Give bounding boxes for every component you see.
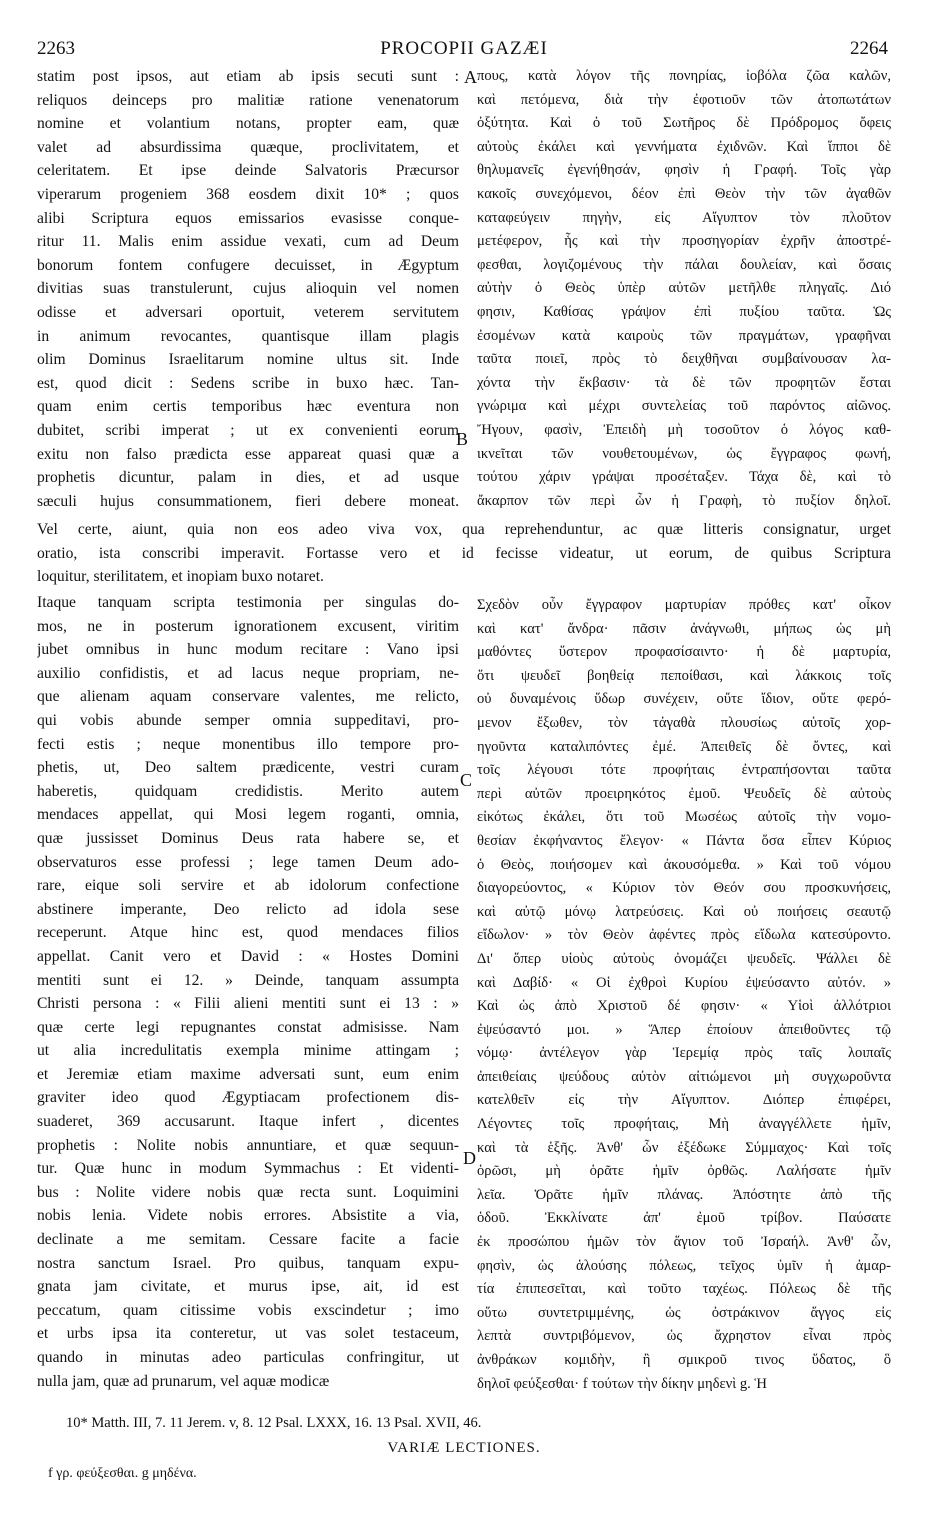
text-line: suaderet, 369 accusarunt. Itaque infert , dicentes	[37, 1113, 459, 1131]
text-line: nomine et volantium notans, propter eam, quæ	[37, 115, 459, 133]
text-line: λεῖα. Ὁρᾶτε ἡμῖν πλάνας. Ἀπόστητε ἀπὸ τῆς	[477, 1186, 891, 1203]
text-line: νόμῳ· ἀντέλεγον γὰρ Ἱερεμίᾳ πρὸς ταῖς λοιπαῖς	[477, 1045, 891, 1062]
text-line: καὶ πετόμενα, διὰ τὴν ἐφοτιοῦν τῶν ἀτοπωτάτων	[477, 91, 891, 108]
text-line: mos, ne in posterum ignorationem excusent, viritim	[37, 617, 459, 635]
text-line: declinate a me semitam. Cessare facite a facie	[37, 1231, 459, 1249]
greek-column-top	[477, 65, 891, 513]
running-title: PROCOPII GAZÆI	[380, 38, 548, 59]
text-line: ἀνθράκων κομιδὴν, ἢ σμικροῦ τινος ὕδατος, ὃ	[477, 1352, 891, 1368]
text-line: αὐτοὺς ἐκάλει καὶ γεννήματα ἐχιδνῶν. Καὶ ἵπποι δὲ	[477, 138, 891, 155]
margin-marker-c: C	[460, 770, 473, 790]
text-line: Σχεδὸν οὖν ἔγγραφον μαρτυρίαν πρόθες κατ' οἶκον	[477, 597, 891, 613]
text-line: καὶ κατ' ἄνδρα· πᾶσιν ἀνάγνωθι, μήπως ὡς μὴ	[477, 620, 891, 637]
page-number-right: 2264	[850, 38, 888, 59]
text-line: Vel certe, aiunt, quia non eos adeo viva vox, qua reprehenduntur, ac quæ litteris consignatur, urget	[37, 521, 891, 538]
text-line: κακοῖς συνεχόμενοι, δέον ἐπὶ Θεὸν τὴν τῶν ἀγαθῶν	[477, 185, 891, 202]
text-line: prophetis : Nolite nobis annuntiare, et quæ sequun-	[37, 1136, 459, 1154]
text-line: καταφεύγειν πηγὴν, εἰς Αἴγυπτον τὸν πλοῦτον	[477, 209, 891, 226]
footnotes: 10* Matth. III, 7. 11 Jerem. v, 8. 12 Psal. LXXX, 16. 13 Psal. XVII, 46.	[66, 1415, 482, 1431]
text-line: dubitet, scribi imperat ; ut ex convenienti eorum	[37, 421, 459, 439]
text-line: quæ certe legi repugnantes constat admisisse. Nam	[37, 1018, 459, 1036]
text-line: κατελθεῖν εἰς τὴν Αἴγυπτον. Διόπερ ἐπιφέρει,	[477, 1092, 891, 1109]
text-line: statim post ipsos, aut etiam ab ipsis secuti sunt :	[37, 68, 459, 85]
text-line: φεσθαι, λογιζομένους τὴν πάλαι δουλείαν, καὶ ὅσαις	[477, 256, 891, 273]
text-line: bonorum fontem confugere decuisset, in Ægyptum	[37, 256, 459, 274]
text-line: prophetis dicuntur, palam in dies, et ad usque	[37, 469, 459, 487]
text-line: γνώριμα καὶ μέχρι συντελείας τοῦ παρόντος αἰῶνος.	[477, 398, 891, 415]
text-line: loquitur, sterilitatem, et inopiam buxo notaret.	[37, 568, 324, 586]
text-line: περὶ αὐτῶν προειρηκότος ἐμοῦ. Ψευδεῖς δὲ αὐτοὺς	[477, 785, 891, 802]
text-line: sæculi hujus consummationem, fieri debere moneat.	[37, 492, 459, 510]
text-line: ἄκαρπον τῶν περὶ ὧν ἡ Γραφὴ, τὸ πυξίον δηλοῖ.	[477, 492, 891, 509]
text-line: quando in minutas adeo particulas confringitur, ut	[37, 1349, 459, 1366]
text-line: ταῦτα ποιεῖ, πρὸς τὸ δειχθῆναι συμβαίνουσαν λα-	[477, 351, 891, 368]
text-line: χόντα τὴν ἔκβασιν· τὰ δὲ τῶν προφητῶν ἔσται	[477, 374, 891, 391]
text-line: ὅτι ψευδεῖ βοηθείᾳ πεποίθασι, καὶ λάκκοις τοῖς	[477, 667, 891, 684]
text-line: Christi persona : « Filii alieni mentiti sunt ei 13 : »	[37, 995, 459, 1013]
text-line: est, quod dicit : Sedens scribe in buxo hæc. Tan-	[37, 374, 459, 392]
text-line: οὕτω συντετριμμένης, ὡς ὀστράκινον ἄγγος εἰς	[477, 1304, 891, 1321]
text-line: τοῖς λέγουσι τότε προφήταις ἐντραπήσονται ταῦτα	[477, 762, 891, 779]
text-line: διαγορεύοντος, « Κύριον τὸν Θεόν σου προσκυνήσεις,	[477, 880, 891, 897]
latin-column-bottom	[37, 591, 459, 1393]
text-line: mentiti sunt ei 12. » Deinde, tanquam assumpta	[37, 971, 459, 989]
text-line: καὶ Δαβίδ· « Οἱ ἐχθροὶ Κυρίου ἐψεύσαντο αὐτόν. »	[477, 974, 891, 991]
text-line: phetis, ut, Deo saltem prædicente, vestri curam	[37, 759, 459, 777]
text-line: καὶ τὰ ἑξῆς. Ἀνθ' ὧν ἐξέδωκε Σύμμαχος· Καὶ τοῖς	[477, 1139, 891, 1156]
text-line: nobis lenia. Videte nobis errores. Absistite a via,	[37, 1207, 459, 1225]
text-line: ἐψεύσαντό μοι. » Ἅπερ ἐποίουν ἀπειθοῦντες τῷ	[477, 1021, 891, 1038]
text-line: haberetis, quidquam credidistis. Merito autem	[37, 782, 459, 800]
text-line: peccatum, quam citissime vobis exscindetur ; imo	[37, 1301, 459, 1319]
text-line: quæ jussisset Dominus Deus rata habere se, et	[37, 829, 459, 847]
text-line: tur. Quæ hunc in modum Symmachus : Et videnti-	[37, 1160, 459, 1178]
text-line: exitu non falso prædicta esse appareat quasi quæ a	[37, 445, 459, 463]
text-line: πους, κατὰ λόγον τῆς πονηρίας, ἰοβόλα ζῶα καλῶν,	[477, 68, 891, 84]
text-line: et urbs ipsa ita conteretur, ut vas solet testaceum,	[37, 1325, 459, 1343]
text-line: ηγοῦντα καταλιπόντες ἐμέ. Ἀπειθεῖς δὲ ὄντες, καὶ	[477, 738, 891, 755]
text-line: ἀπειθείαις ψεύδους αὐτὸν αἰτιώμενοι μὴ συγχωροῦντα	[477, 1068, 891, 1085]
text-line: φησὶν, ὡς ἁλούσης πόλεως, τεῖχος ὑμῖν ἡ ἁμαρ-	[477, 1257, 891, 1274]
text-line: quam enim certis temporibus hæc eventura non	[37, 398, 459, 416]
text-line: abstinere imperante, Deo relicto ad idola sese	[37, 900, 459, 918]
text-line: Ἤγουν, φασὶν, Ἐπειδὴ μὴ τοσοῦτον ὁ λόγος καθ-	[477, 421, 891, 438]
text-line: ὁ Θεὸς, ποιήσομεν καὶ ἀκουσόμεθα. » Καὶ τοῦ νόμου	[477, 856, 891, 873]
text-line: λεπτὰ συντριβόμενον, ὡς ἄχρηστον εἶναι πρὸς	[477, 1328, 891, 1345]
text-line: καὶ αὐτῷ μόνῳ λατρεύσεις. Καὶ οὐ ποιήσεις σεαυτῷ	[477, 903, 891, 920]
variant-readings: f γρ. φεύξεσθαι. g μηδένα.	[48, 1466, 197, 1481]
text-line: valet ad absurdissima quæque, proclivitatem, et	[37, 138, 459, 156]
text-line: ὁδοῦ. Ἐκκλίνατε ἀπ' ἐμοῦ τρίβον. Παύσατε	[477, 1210, 891, 1227]
text-line: εἴδωλον· » τὸν Θεὸν ἀφέντες πρὸς εἴδωλα κατεσύροντο.	[477, 927, 891, 944]
text-line: ικνεῖται τῶν νουθετουμένων, ὡς ἔγγραφος φωνή,	[477, 445, 891, 462]
text-line: μαθόντες ὕστερον προφασίσαιντο· ἡ δὲ μαρτυρία,	[477, 644, 891, 661]
text-line: Itaque tanquam scripta testimonia per singulas do-	[37, 594, 459, 611]
text-line: φησιν, Καθίσας γράψον ἐπὶ πυξίου ταῦτα. Ὡς	[477, 303, 891, 320]
text-line: ὀξύτητα. Καὶ ὁ τοῦ Σωτῆρος δὲ Πρόδρομος ὄφεις	[477, 115, 891, 132]
text-line: ἐσομένων κατὰ καιροὺς τῶν πραγμάτων, γραφῆναι	[477, 327, 891, 344]
variae-lectiones-title: VARIÆ LECTIONES.	[387, 1440, 541, 1456]
latin-column-top	[37, 65, 459, 513]
margin-marker-d: D	[463, 1148, 476, 1168]
text-line: divitias suas transtulerunt, cujus alioquin vel nomen	[37, 280, 459, 298]
text-line: qui vobis abunde semper omnia suppeditavi, pro-	[37, 711, 459, 729]
margin-marker-b: B	[456, 429, 469, 449]
text-line: celeritatem. Et ipse deinde Salvatoris Præcursor	[37, 162, 459, 180]
text-line: τούτου χάριν γράψαι προσέταξεν. Τάχα δὲ, καὶ τὸ	[477, 469, 891, 486]
text-line: δηλοῖ φεύξεσθαι· f τούτων τὴν δίκην μηδενὶ g. Ἡ	[477, 1375, 767, 1392]
text-line: appellat. Canit vero et David : « Hostes Domini	[37, 947, 459, 965]
text-line: ὁρῶσι, μὴ ὁρᾶτε ἡμῖν ὀρθῶς. Λαλήσατε ἡμῖν	[477, 1163, 891, 1180]
text-line: reliquos deinceps pro malitiæ ratione venenatorum	[37, 91, 459, 109]
text-line: ἐκ προσώπου ἡμῶν τὸν ἅγιον τοῦ Ἰσραήλ. Ἀνθ' ὧν,	[477, 1234, 891, 1251]
text-line: gnata jam civitate, et murus ipse, ait, id est	[37, 1278, 459, 1296]
text-line: jubet omnibus in hunc modum recitare : Vano ipsi	[37, 641, 459, 659]
margin-marker-a: A	[464, 67, 477, 87]
text-line: Καὶ ὡς ἀπὸ Χριστοῦ δέ φησιν· « Υἱοὶ ἀλλότριοι	[477, 998, 891, 1015]
text-line: et Jeremiæ etiam maxime adversati sunt, eum enim	[37, 1065, 459, 1083]
text-line: οὐ δυναμένοις ὕδωρ συνέχειν, οὔτε ἴδιον, οὔτε φερό-	[477, 691, 891, 708]
text-line: θεσίαν ἐκφήναντος ἔλεγον· « Πάντα ὅσα εἶπεν Κύριος	[477, 832, 891, 849]
greek-column-bottom	[477, 594, 891, 1396]
text-line: μενον ἔξωθεν, τὸν τἀγαθὰ πλουσίως αὐτοῖς χορ-	[477, 714, 891, 731]
full-width-passage	[37, 518, 891, 589]
text-line: viperarum progeniem 368 eosdem dixit 10* ; quos	[37, 185, 459, 203]
text-line: αὐτὴν ὁ Θεὸς ὑπὲρ αὐτῶν μετῆλθε πληγαῖς. Διό	[477, 280, 891, 297]
text-line: olim Dominus Israelitarum nomine ultus sit. Inde	[37, 351, 459, 369]
text-line: receperunt. Atque hinc est, quod mendaces filios	[37, 924, 459, 942]
text-line: θηλυμανεῖς ἐγενήθησάν, φησὶν ἡ Γραφή. Τοῖς γὰρ	[477, 162, 891, 179]
text-line: odisse et adversari oportuit, veterem servitutem	[37, 303, 459, 321]
text-line: bus : Nolite videre nobis quæ recta sunt. Loquimini	[37, 1183, 459, 1201]
text-line: ut alia incredulitatis exempla minime attingam ;	[37, 1042, 459, 1060]
text-line: observaturos esse professi ; lege tamen Deum ado-	[37, 853, 459, 871]
text-line: Δι' ὅπερ υἱοὺς αὐτοὺς ὀνομάζει ψευδεῖς. Ψάλλει δὲ	[477, 950, 891, 967]
text-line: μετέφερον, ἧς καὶ τὴν προσηγορίαν ἐχρῆν ἀποστρέ-	[477, 233, 891, 250]
text-line: que alienam aquam conservare valentes, me relicto,	[37, 688, 459, 706]
text-line: fecti estis ; neque monentibus illo tempore pro-	[37, 735, 459, 753]
page-number-left: 2263	[37, 38, 75, 59]
text-line: Λέγοντες τοῖς προφήταις, Μὴ ἀναγγέλλετε ἡμῖν,	[477, 1116, 891, 1133]
text-line: mendaces appellat, qui Mosi legem roganti, omnia,	[37, 806, 459, 824]
text-line: oratio, ista conscribi imperavit. Fortasse vero et id fecisse videatur, ut eorum, de quibus Scriptura	[37, 544, 891, 562]
text-line: ritur 11. Malis enim assidue vexati, cum ad Deum	[37, 233, 459, 251]
text-line: in animum revocantes, quantisque illam plagis	[37, 327, 459, 345]
text-line: graviter ideo quod Ægyptiacam profectionem dis-	[37, 1089, 459, 1107]
text-line: rare, eique soli servire et ab idolorum confectione	[37, 877, 459, 895]
text-line: auxilio confidistis, et ad lacus neque propriam, ne-	[37, 664, 459, 682]
text-line: nulla jam, quæ ad prunarum, vel aquæ modicæ	[37, 1372, 330, 1390]
text-line: alibi Scriptura equos emissarios evasisse conque-	[37, 209, 459, 227]
text-line: τία ἐπιπεσεῖται, καὶ τοῦτο ταχέως. Πόλεως δὲ τῆς	[477, 1281, 891, 1298]
text-line: εἰκότως ἐκάλει, ὅτι τοῦ Μωσέως αὐτοῖς τὴν νομο-	[477, 809, 891, 826]
text-line: nostra sanctum Israel. Pro quibus, tanquam expu-	[37, 1254, 459, 1272]
